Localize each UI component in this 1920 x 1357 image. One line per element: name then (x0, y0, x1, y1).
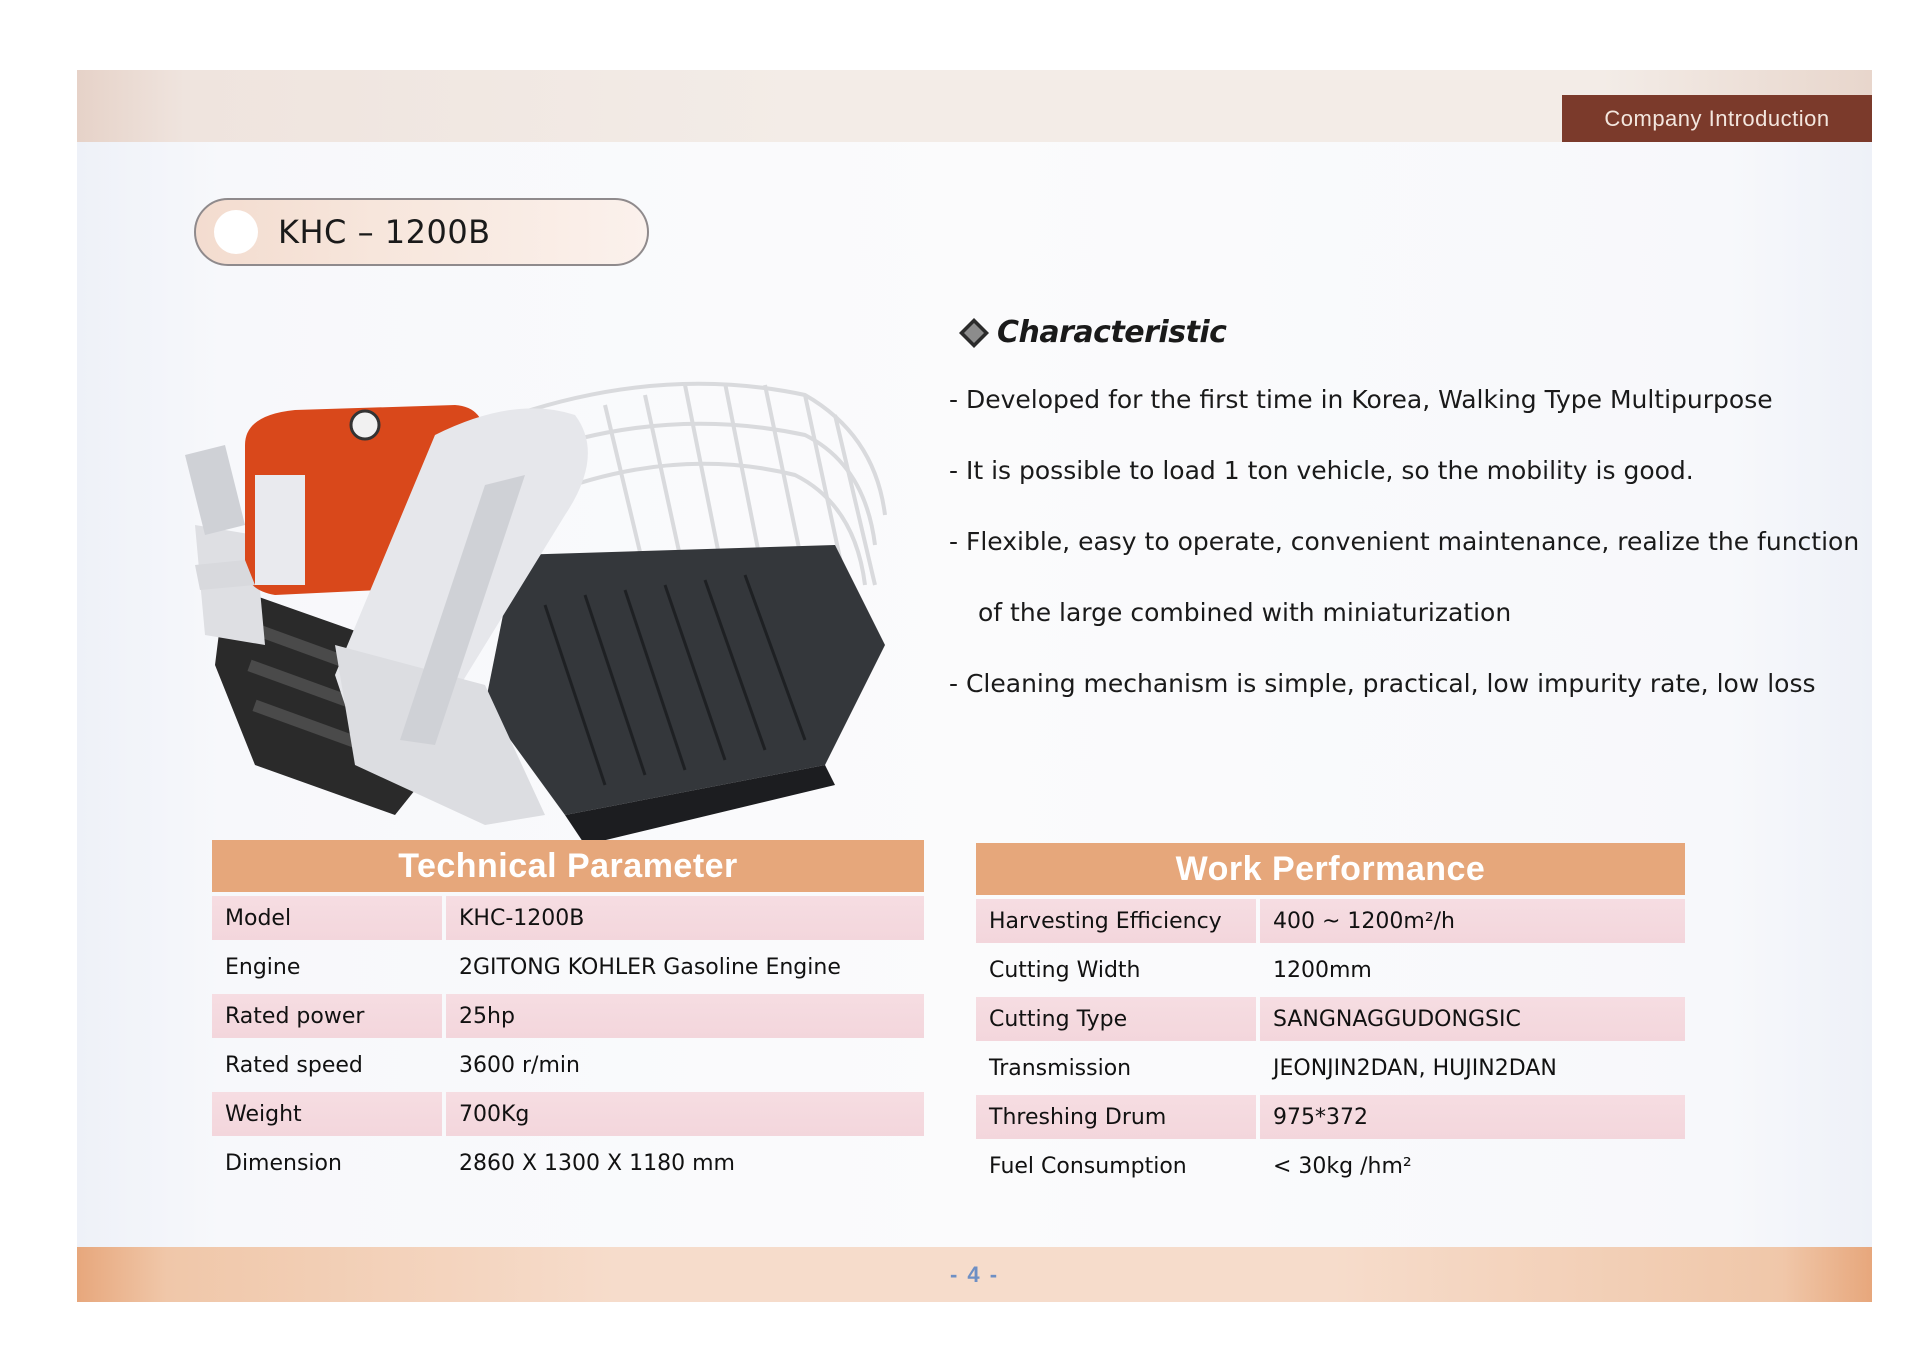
brochure-page (77, 70, 1872, 1302)
performance-key: Transmission (989, 1055, 1132, 1081)
characteristic-line: - Flexible, easy to operate, convenient maintenance, realize the function (949, 527, 1860, 556)
param-key: Engine (225, 954, 301, 980)
model-title: KHC – 1200B (278, 213, 491, 251)
performance-value: < 30kg /hm² (1273, 1153, 1412, 1179)
combine-harvester-illustration (185, 345, 905, 845)
model-title-pill (194, 198, 649, 266)
characteristic-list (949, 380, 1869, 735)
performance-key: Harvesting Efficiency (976, 899, 1256, 943)
performance-value: JEONJIN2DAN, HUJIN2DAN (1273, 1055, 1557, 1081)
performance-value: SANGNAGGUDONGSIC (1260, 997, 1685, 1041)
work-performance-table (976, 843, 1685, 1193)
performance-value: 400 ~ 1200m²/h (1260, 899, 1685, 943)
table-row (212, 1141, 924, 1185)
table-row (976, 997, 1685, 1041)
technical-parameter-title: Technical Parameter (212, 840, 924, 892)
table-row (212, 994, 924, 1038)
characteristic-title: Characteristic (997, 315, 1227, 350)
param-key: Dimension (225, 1150, 342, 1176)
performance-key: Cutting Type (976, 997, 1256, 1041)
technical-parameter-table (212, 840, 924, 1190)
performance-key: Threshing Drum (976, 1095, 1256, 1139)
param-value: 3600 r/min (459, 1052, 580, 1078)
characteristic-line: - Developed for the first time in Korea, Walking Type Multipurpose (949, 385, 1773, 414)
table-row (976, 1144, 1685, 1188)
top-band (77, 70, 1872, 142)
footer-band (77, 1247, 1872, 1302)
combine-harvester-image (185, 345, 905, 845)
param-key: Weight (212, 1092, 442, 1136)
section-tab: Company Introduction (1562, 95, 1872, 142)
table-row (212, 1092, 924, 1136)
characteristic-heading (957, 315, 1226, 350)
table-row (212, 945, 924, 989)
performance-value: 975*372 (1260, 1095, 1685, 1139)
param-value: 2860 X 1300 X 1180 mm (459, 1150, 735, 1176)
param-value: 25hp (446, 994, 924, 1038)
performance-value: 1200mm (1273, 957, 1372, 983)
performance-key: Cutting Width (989, 957, 1141, 983)
table-row (976, 1095, 1685, 1139)
param-key: Model (212, 896, 442, 940)
param-key: Rated speed (225, 1052, 363, 1078)
characteristic-line: of the large combined with miniaturization (978, 598, 1512, 627)
diamond-icon (957, 316, 991, 350)
characteristic-line: - It is possible to load 1 ton vehicle, so the mobility is good. (949, 456, 1694, 485)
param-value: 2GITONG KOHLER Gasoline Engine (459, 954, 841, 980)
table-row (976, 899, 1685, 943)
table-row (212, 896, 924, 940)
param-key: Rated power (212, 994, 442, 1038)
pill-dot-icon (214, 210, 258, 254)
performance-key: Fuel Consumption (989, 1153, 1187, 1179)
characteristic-line: - Cleaning mechanism is simple, practical, low impurity rate, low loss (949, 669, 1816, 698)
table-row (976, 1046, 1685, 1090)
page-number: - 4 - (949, 1261, 1000, 1287)
table-row (976, 948, 1685, 992)
param-value: 700Kg (446, 1092, 924, 1136)
work-performance-title: Work Performance (976, 843, 1685, 895)
param-value: KHC-1200B (446, 896, 924, 940)
table-row (212, 1043, 924, 1087)
